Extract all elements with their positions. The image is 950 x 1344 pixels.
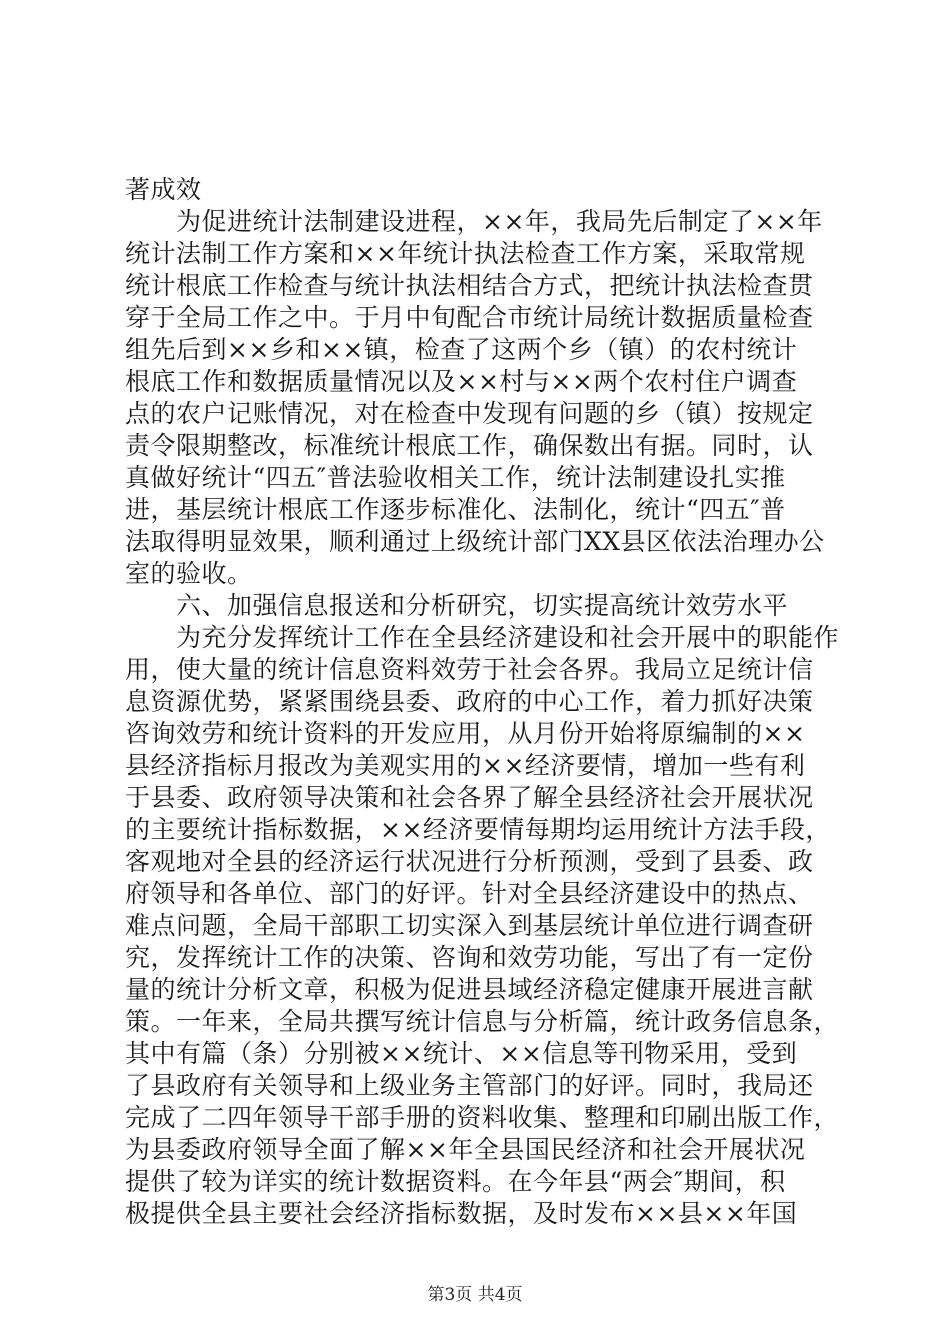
text-line: 的主要统计指标数据，××经济要情每期均运用统计方法手段， [125, 815, 831, 844]
text-line: 点的农户记账情况，对在检查中发现有问题的乡（镇）按规定 [125, 399, 814, 428]
section-heading: 六、加强信息报送和分析研究，切实提高统计效劳水平 [125, 591, 789, 620]
text-line: 著成效 [125, 175, 202, 204]
text-line: 难点问题，全局干部职工切实深入到基层统计单位进行调查研 [125, 911, 814, 940]
page-footer: 第3页 共4页 [427, 1285, 523, 1305]
text-line: 客观地对全县的经济运行状况进行分析预测，受到了县委、政 [125, 847, 814, 876]
text-line: 咨询效劳和统计资料的开发应用，从月份开始将原编制的×× [125, 719, 806, 748]
text-line: 府领导和各单位、部门的好评。针对全县经济建设中的热点、 [125, 879, 814, 908]
text-line: 提供了较为详实的统计数据资料。在今年县“两会″期间，积 [125, 1167, 786, 1196]
text-line: 真做好统计“四五″普法验收相关工作，统计法制建设扎实推 [125, 463, 786, 492]
text-line: 县经济指标月报改为美观实用的××经济要情，增加一些有利 [125, 751, 806, 780]
text-line: 组先后到××乡和××镇，检查了这两个乡（镇）的农村统计 [125, 335, 798, 364]
text-line: 法取得明显效果，顺利通过上级统计部门XX县区依法治理办公 [125, 527, 825, 556]
text-line: 穿于全局工作之中。于月中旬配合市统计局统计数据质量检查 [125, 303, 814, 332]
text-line: 于县委、政府领导决策和社会各界了解全县经济社会开展状况 [125, 783, 814, 812]
document-body [125, 174, 845, 1230]
text-line: 究，发挥统计工作的决策、咨询和效劳功能，写出了有一定份 [125, 943, 814, 972]
text-line: 统计法制工作方案和××年统计执法检查工作方案，采取常规 [125, 239, 806, 268]
text-line: 策。一年来，全局共撰写统计信息与分析篇，统计政务信息条， [125, 1007, 840, 1036]
text-line: 室的验收。 [125, 559, 253, 588]
text-line: 息资源优势，紧紧围绕县委、政府的中心工作，着力抓好决策 [125, 687, 814, 716]
text-line: 了县政府有关领导和上级业务主管部门的好评。同时，我局还 [125, 1071, 814, 1100]
text-line: 根底工作和数据质量情况以及××村与××两个农村住户调查 [125, 367, 798, 396]
text-line: 完成了二四年领导干部手册的资料收集、整理和印刷出版工作， [125, 1103, 840, 1132]
text-line: 用，使大量的统计信息资料效劳于社会各界。我局立足统计信 [125, 655, 814, 684]
text-line: 其中有篇（条）分别被××统计、××信息等刊物采用，受到 [125, 1039, 798, 1068]
text-line: 为促进统计法制建设进程，××年，我局先后制定了××年 [125, 207, 823, 236]
text-line: 责令限期整改，标准统计根底工作，确保数出有据。同时，认 [125, 431, 814, 460]
text-line: 量的统计分析文章，积极为促进县域经济稳定健康开展进言献 [125, 975, 814, 1004]
text-line: 为县委政府领导全面了解××年全县国民经济和社会开展状况 [125, 1135, 806, 1164]
text-line: 统计根底工作检查与统计执法相结合方式，把统计执法检查贯 [125, 271, 814, 300]
text-line: 进，基层统计根底工作逐步标准化、法制化，统计“四五″普 [125, 495, 786, 524]
text-line: 极提供全县主要社会经济指标数据，及时发布××县××年国 [125, 1199, 798, 1228]
text-line: 为充分发挥统计工作在全县经济建设和社会开展中的职能作 [125, 623, 840, 652]
